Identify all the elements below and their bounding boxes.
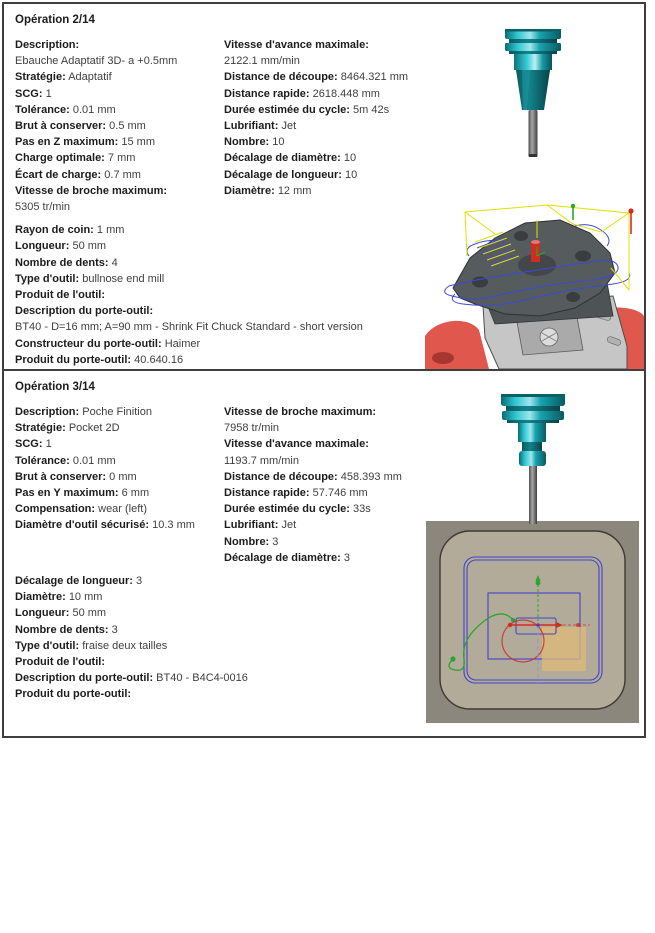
field-row <box>224 436 484 468</box>
field-label: Diamètre: <box>15 591 66 604</box>
field-value: 50 mm <box>72 240 107 253</box>
field-value: 0.01 mm <box>72 454 116 467</box>
field-value: Adaptatif <box>68 71 112 84</box>
field-label: Distance rapide: <box>224 487 310 500</box>
field-label: Pas en Z maximum: <box>15 136 119 149</box>
field-label: Compensation: <box>15 503 96 516</box>
field-value: 57.746 mm <box>312 487 368 500</box>
field-label: Constructeur du porte-outil: <box>15 337 162 350</box>
field-value: 10 <box>272 136 285 149</box>
field-label: Vitesse d'avance maximale: <box>224 438 369 451</box>
field-value: bullnose end mill <box>82 272 165 285</box>
field-row <box>15 404 224 420</box>
field-value: BT40 - B4C4-0016 <box>156 672 248 685</box>
field-row <box>15 134 224 150</box>
field-label: Charge optimale: <box>15 152 105 165</box>
field-label: Brut à conserver: <box>15 470 107 483</box>
field-label: Produit du porte-outil: <box>15 688 132 701</box>
field-label: Type d'outil: <box>15 272 80 285</box>
field-value: Jet <box>281 120 297 133</box>
fields-column-right <box>224 37 484 215</box>
field-value: fraise deux tailles <box>82 639 168 652</box>
field-label: Lubrifiant: <box>224 120 279 133</box>
field-row <box>224 183 484 199</box>
field-value: 5m 42s <box>353 103 390 116</box>
field-label: Longueur: <box>15 607 70 620</box>
field-row <box>224 102 484 118</box>
field-row <box>224 469 484 485</box>
field-label: Distance de découpe: <box>224 71 338 84</box>
field-label: Écart de charge: <box>15 168 102 181</box>
operation-title: Opération 3/14 <box>15 381 95 393</box>
field-label: Distance rapide: <box>224 87 310 100</box>
field-value: 0 mm <box>109 470 137 483</box>
operation-title: Opération 2/14 <box>15 14 95 26</box>
field-value: 7 mm <box>107 152 136 165</box>
field-row <box>15 469 224 485</box>
field-row <box>15 453 224 469</box>
field-value: 4 <box>111 256 118 269</box>
field-value: 2122.1 mm/min <box>224 55 300 68</box>
field-row <box>15 118 224 134</box>
field-label: Nombre de dents: <box>15 623 109 636</box>
tool-render-svg <box>500 28 566 158</box>
field-value: 1 mm <box>96 224 125 237</box>
field-value: wear (left) <box>98 503 148 516</box>
field-value: 3 <box>343 551 350 564</box>
field-value: 40.640.16 <box>134 353 184 366</box>
field-label: Décalage de diamètre: <box>224 152 341 165</box>
field-label: SCG: <box>15 87 43 100</box>
field-label: Distance de découpe: <box>224 470 338 483</box>
toolpath-render-svg <box>425 198 644 369</box>
field-value: 0.7 mm <box>104 168 141 181</box>
field-row <box>224 134 484 150</box>
field-label: Description: <box>15 406 80 418</box>
operation-card-2 <box>2 2 646 371</box>
field-label: Diamètre: <box>224 184 275 197</box>
tool-render-image <box>500 28 566 158</box>
field-value: 6 mm <box>121 487 150 500</box>
field-label: Stratégie: <box>15 422 66 435</box>
field-value: 10 <box>345 168 358 181</box>
field-label: Longueur: <box>15 240 70 253</box>
field-label: Diamètre d'outil sécurisé: <box>15 519 150 532</box>
field-row <box>224 118 484 134</box>
field-row <box>15 485 224 501</box>
field-label: Vitesse d'avance maximale: <box>224 39 369 51</box>
field-value: 3 <box>272 535 279 548</box>
field-value: 15 mm <box>121 136 156 149</box>
field-label: Durée estimée du cycle: <box>224 503 350 516</box>
field-label: Vitesse de broche maximum: <box>224 406 377 418</box>
field-value: 458.393 mm <box>340 470 402 483</box>
field-value: 10 mm <box>68 591 103 604</box>
field-label: Pas en Y maximum: <box>15 487 119 500</box>
toolpath-render-image <box>426 521 639 723</box>
field-row <box>224 501 484 517</box>
toolpath-render-svg <box>426 521 639 723</box>
field-label: Nombre: <box>224 535 270 548</box>
field-value: 7958 tr/min <box>224 422 280 435</box>
field-label: Stratégie: <box>15 71 66 84</box>
field-label: Produit de l'outil: <box>15 289 105 302</box>
field-label: Durée estimée du cycle: <box>224 103 350 116</box>
fields-column-left <box>15 404 224 566</box>
field-value: Haimer <box>164 337 201 350</box>
field-label: Tolérance: <box>15 454 70 467</box>
field-value: 1 <box>45 438 52 451</box>
field-value: 0.01 mm <box>72 103 116 116</box>
field-label: Description du porte-outil: <box>15 305 154 318</box>
field-label: SCG: <box>15 438 43 451</box>
field-row <box>15 102 224 118</box>
field-value: 12 mm <box>277 184 312 197</box>
field-value: 5305 tr/min <box>15 201 71 214</box>
field-row <box>224 167 484 183</box>
field-row <box>15 69 224 85</box>
field-row <box>15 167 224 183</box>
field-label: Décalage de longueur: <box>224 168 342 181</box>
field-label: Tolérance: <box>15 103 70 116</box>
fields-column-left <box>15 37 224 215</box>
field-value: 3 <box>111 623 118 636</box>
field-row <box>15 501 224 517</box>
field-value: 33s <box>353 503 371 516</box>
field-row <box>224 150 484 166</box>
field-row <box>224 485 484 501</box>
field-value: 1193.7 mm/min <box>224 454 299 467</box>
field-value: 10 <box>343 152 357 165</box>
field-label: Nombre de dents: <box>15 256 109 269</box>
field-label: Rayon de coin: <box>15 224 94 237</box>
field-value: 0.5 mm <box>109 120 146 133</box>
field-value: 8464.321 mm <box>340 71 409 84</box>
field-label: Description: <box>15 39 80 51</box>
field-row <box>224 37 484 69</box>
field-label: Produit du porte-outil: <box>15 353 132 366</box>
toolpath-render-image <box>425 198 644 369</box>
field-value: 2618.448 mm <box>312 87 380 100</box>
field-row <box>15 436 224 452</box>
field-row <box>15 420 224 436</box>
field-label: Décalage de diamètre: <box>224 551 341 564</box>
field-value: Ebauche Adaptatif 3D- a +0.5mm <box>15 55 178 68</box>
field-label: Produit de l'outil: <box>15 656 105 669</box>
field-row <box>224 404 484 436</box>
field-row <box>15 150 224 166</box>
field-value: Jet <box>281 519 297 532</box>
field-row <box>224 86 484 102</box>
field-label: Décalage de longueur: <box>15 575 133 588</box>
field-label: Brut à conserver: <box>15 120 107 133</box>
field-value: 10.3 mm <box>152 519 195 532</box>
field-label: Lubrifiant: <box>224 519 279 532</box>
field-row <box>15 183 224 215</box>
field-label: Type d'outil: <box>15 639 80 652</box>
tool-render-svg <box>498 392 570 524</box>
field-value: 50 mm <box>72 607 107 620</box>
field-value: 1 <box>45 87 52 100</box>
field-label: Nombre: <box>224 136 270 149</box>
field-row <box>224 69 484 85</box>
field-label: Vitesse de broche maximum: <box>15 184 168 197</box>
field-row <box>15 86 224 102</box>
tool-render-image <box>498 392 570 524</box>
field-row <box>15 37 224 69</box>
field-value: BT40 - D=16 mm; A=90 mm - Shrink Fit Chuck Standard - short version <box>15 321 363 334</box>
field-value: 3 <box>136 575 143 588</box>
field-label: Description du porte-outil: <box>15 672 154 685</box>
operation-card-3 <box>2 369 646 738</box>
field-value: Pocket 2D <box>68 422 120 435</box>
field-row <box>15 517 224 533</box>
field-value: Poche Finition <box>82 406 152 418</box>
